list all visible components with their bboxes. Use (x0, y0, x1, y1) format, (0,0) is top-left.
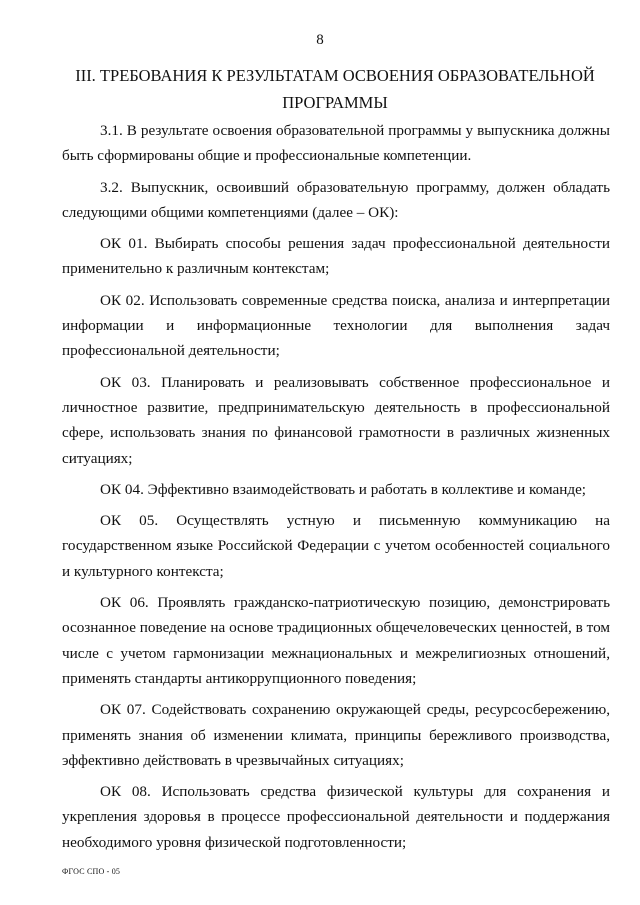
page-number: 8 (316, 32, 324, 48)
competence-ok-07: ОК 07. Содействовать сохранению окружающей среды, ресурсосбережению, применять знания об изменении климата, принципы бережливого производства, эффективно действовать в чрезвычайных ситуациях; (62, 701, 610, 769)
page-footer: ФГОС СПО - 05 (62, 867, 121, 876)
competence-ok-05: ОК 05. Осуществлять устную и письменную коммуникацию на государственном языке Российской Федерации с учетом особенностей социального и культурного контекста; (62, 512, 610, 580)
paragraph-3-1: 3.1. В результате освоения образовательной программы у выпускника должны быть сформированы общие и профессиональные компетенции. (62, 122, 610, 165)
competence-ok-03: ОК 03. Планировать и реализовывать собственное профессиональное и личностное развитие, предпринимательскую деятельность в профессиональной сфере, использовать знания по финансовой грамотности в различных жизненных ситуациях; (62, 373, 610, 467)
section-heading: III. ТРЕБОВАНИЯ К РЕЗУЛЬТАТАМ ОСВОЕНИЯ ОБРАЗОВАТЕЛЬНОЙ ПРОГРАММЫ (75, 66, 595, 112)
competence-ok-04: ОК 04. Эффективно взаимодействовать и работать в коллективе и команде; (100, 480, 587, 498)
competence-ok-01: ОК 01. Выбирать способы решения задач профессиональной деятельности применительно к различным контекстам; (62, 235, 610, 278)
document-body (62, 118, 610, 861)
competence-ok-02: ОК 02. Использовать современные средства поиска, анализа и интерпретации информации и информационные технологии для выполнения задач профессиональной деятельности; (62, 291, 610, 360)
competence-ok-06: ОК 06. Проявлять гражданско-патриотическую позицию, демонстрировать осознанное поведение на основе традиционных общечеловеческих ценностей, в том числе с учетом гармонизации межнациональных и межрелигиозных отношений, применять стандарты антикоррупционного поведения; (62, 594, 610, 687)
paragraph-3-2: 3.2. Выпускник, освоивший образовательную программу, должен обладать следующими общими компетенциями (далее – ОК): (62, 178, 610, 221)
competence-ok-08: ОК 08. Использовать средства физической культуры для сохранения и укрепления здоровья в процессе профессиональной деятельности и поддержания необходимого уровня физической подготовленности; (62, 783, 610, 851)
